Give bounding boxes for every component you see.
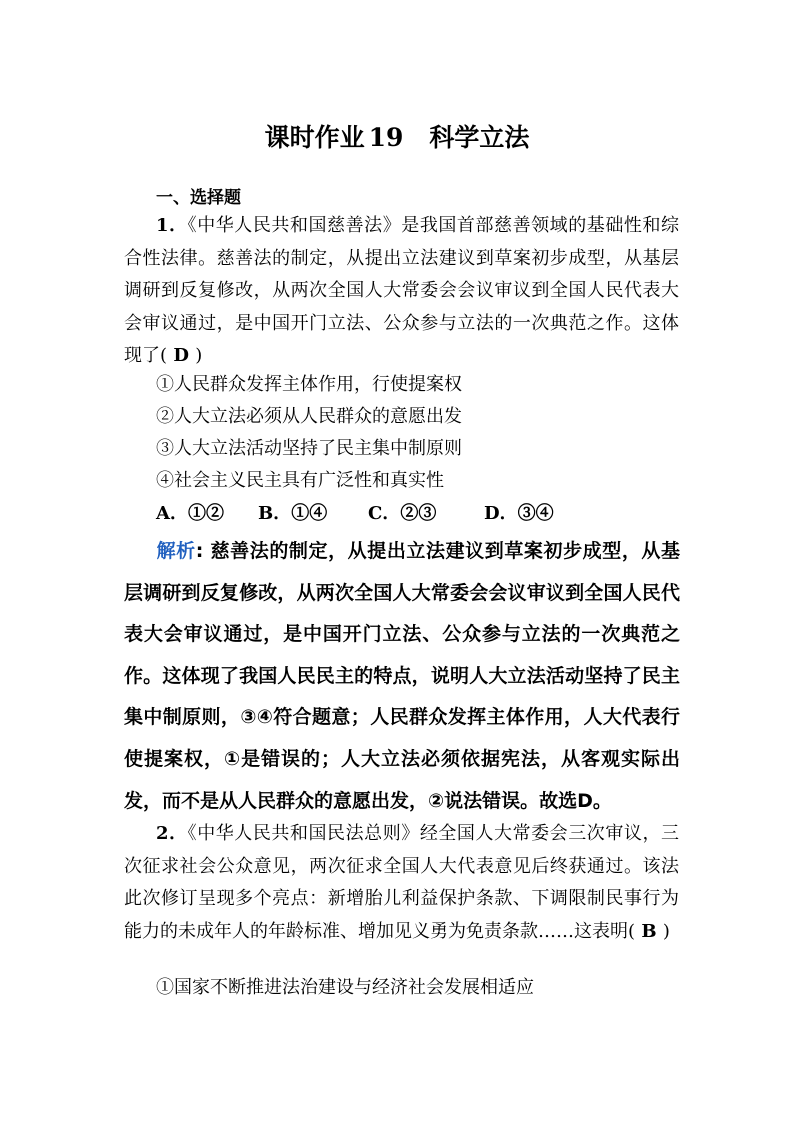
question-1-explanation — [124, 531, 680, 822]
question-1-answer: D — [173, 345, 189, 366]
question-1-number: 1． — [156, 215, 188, 236]
title-number: 19 — [368, 123, 404, 152]
explanation-text: : 慈善法的制定，从提出立法建议到草案初步成型，从基层调研到反复修改，从两次全国人大常委会会议审议到全国人民代表大会审议通过，是中国开门立法、公众参与立法的一次典范之作。这体现了我国人民民主的特点，说明人大立法活动坚持了民主集中制原则，③④符合题意；人民群众发挥主体作用，人大代表行使提案权，①是错误的；人大立法必须依据宪法，从客观实际出发，而不是从人民群众的意愿出发，②说法错误。故选D。 — [124, 540, 680, 812]
question-1-option-2: ②人大立法必须从人民群众的意愿出发 — [156, 406, 462, 427]
title-subtitle: 科学立法 — [429, 123, 530, 152]
choice-c: C．②③ — [368, 503, 437, 524]
question-2-close: ) — [662, 920, 670, 942]
question-2-stem: 《中华人民共和国民法总则》经全国人大常委会三次审议，三次征求社会公众意见，两次征求全国人大代表意见后终获通过。该法此次修订呈现多个亮点：新增胎儿利益保护条款、下调限制民事行为能力的未成年人的年龄标准、增加见义勇为免责条款……这表明( — [124, 823, 680, 942]
question-1-choices — [156, 498, 554, 530]
question-1-option-4: ④社会主义民主具有广泛性和真实性 — [156, 470, 444, 491]
choice-a: A．①② — [156, 503, 224, 524]
explanation-label: 解析 — [156, 540, 196, 562]
question-1-option-3: ③人大立法活动坚持了民主集中制原则 — [156, 438, 462, 459]
question-2-answer: B — [641, 920, 657, 942]
choice-d: D．③④ — [484, 503, 554, 524]
question-2 — [124, 818, 679, 948]
question-1-option-1: ①人民群众发挥主体作用，行使提案权 — [156, 374, 462, 395]
question-2-option-1: ①国家不断推进法治建设与经济社会发展相适应 — [156, 977, 534, 998]
choice-b: B．①④ — [258, 503, 328, 524]
page-title — [0, 118, 794, 154]
section-heading: 一、选择题 — [156, 188, 241, 208]
question-1 — [124, 210, 679, 373]
question-2-number: 2． — [156, 823, 188, 844]
question-1-stem: 《中华人民共和国慈善法》是我国首部慈善领域的基础性和综合性法律。慈善法的制定，从提出立法建议到草案初步成型，从基层调研到反复修改，从两次全国人大常委会会议审议到全国人民代表大会审议通过，是中国开门立法、公众参与立法的一次典范之作。这体现了( — [124, 215, 680, 366]
question-1-close: ) — [195, 345, 203, 366]
title-text: 课时作业 — [264, 123, 365, 152]
